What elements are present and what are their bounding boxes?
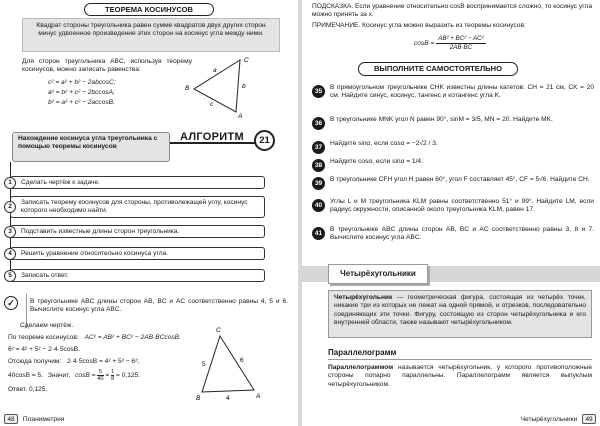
step-number: 3 xyxy=(4,226,16,238)
side-c-label: c xyxy=(210,101,214,108)
side-4-label: 4 xyxy=(226,395,230,402)
note-fraction xyxy=(436,35,486,51)
exercise-39 xyxy=(312,176,594,187)
solution-line-4-eq: 2·4·5cosB = 4² + 5² − 6²; xyxy=(67,358,140,365)
solution-line-5-c: cosB = xyxy=(75,372,96,379)
step-text: Записать ответ. xyxy=(21,272,69,279)
solution-line-1: Сделаем чертёж. xyxy=(20,322,74,329)
note-text: ПРИМЕЧАНИЕ. Косинус угла можно выразить из теоремы косинусов: xyxy=(312,22,526,29)
solution-line-2 xyxy=(8,334,198,342)
footer-section: Четырёхугольники xyxy=(520,416,578,423)
exercise-text: В треугольнике CFH угол H равен 60°, угол F составляет 45°, CF = 5√6. Найдите CH. xyxy=(330,176,590,183)
intro-text: Для сторон треугольника ABC, используя теорему косинусов, можно записать равенства: xyxy=(22,58,192,74)
vertex-a-label: A xyxy=(256,393,261,400)
vertex-a-label: A xyxy=(238,113,243,120)
fraction-numerator: 5 xyxy=(98,368,102,375)
equation-a: a² = b² + c² − 2bccosA; xyxy=(48,89,115,96)
note-formula-lhs: cosB = xyxy=(414,40,435,47)
right-footer xyxy=(521,414,596,424)
solution-line-4 xyxy=(8,358,198,366)
side-6-label: 6 xyxy=(240,357,244,364)
vertex-c-label: C xyxy=(216,327,221,334)
solution-line-4-prefix: Отсюда получим: xyxy=(8,358,62,365)
step-text: Решить уравнение относительно косинуса угла. xyxy=(21,250,169,257)
solution-line-5-a: 40cosB = 5. xyxy=(8,372,44,379)
solution-line-5-tail: = 0,125. xyxy=(116,372,141,379)
algorithm-subtitle-box xyxy=(12,132,170,162)
algorithm-step-5 xyxy=(10,269,265,282)
step-text: Сделать чертёж к задаче. xyxy=(21,179,100,186)
algorithm-step-3 xyxy=(10,225,265,238)
section-title: Четырёхугольники xyxy=(340,269,416,278)
triangle-abc-figure xyxy=(180,54,270,120)
exercise-number: 41 xyxy=(312,227,325,240)
step-number: 5 xyxy=(4,270,16,282)
fraction-denominator: 2AB·BC xyxy=(449,43,473,51)
side-5-label: 5 xyxy=(202,361,206,368)
exercise-text: В прямоугольном треугольнике CHK известны длины катетов: CH = 21 см, CK = 20 см. Найдите синус, косинус, тангенс и котангенс угла K. xyxy=(330,84,594,100)
side-a-label: a xyxy=(213,67,217,74)
equation-b: b² = a² + c² − 2accosB. xyxy=(48,99,115,106)
exercise-text: В треугольнике MNK угол N равен 90°, sinM = 3/5, MN = 20. Найдите MK. xyxy=(330,116,553,123)
fraction-denominator: 8 xyxy=(111,375,115,382)
exercise-number: 39 xyxy=(312,177,325,190)
step-number: 4 xyxy=(4,248,16,260)
exercise-37 xyxy=(312,140,594,151)
algorithm-step-4 xyxy=(10,247,265,260)
algorithm-header xyxy=(4,128,294,164)
side-b-label: b xyxy=(242,83,246,90)
page-number: 48 xyxy=(4,414,18,424)
step-text: Записать теорему косинусов для стороны, противолежащей углу, косинус которого необходимо найти. xyxy=(21,199,248,214)
footer-section: Планиметрия xyxy=(22,416,65,423)
algorithm-step-2 xyxy=(10,196,265,218)
exercise-38 xyxy=(312,158,594,169)
fraction-5-40 xyxy=(97,369,103,382)
fraction-numerator: AB² + BC² − AC² xyxy=(438,35,484,43)
subsection-title: Параллелограмм xyxy=(328,348,397,357)
equation-c: c² = a² + b² − 2abcosC; xyxy=(48,79,116,86)
hint-text: ПОДСКАЗКА. Если уравнение относительно cosB воспринимается сложно, то косинус угла можно принять за x. xyxy=(312,3,592,19)
algorithm-step-1 xyxy=(10,176,265,189)
theorem-text-box xyxy=(22,18,280,52)
independent-work-title: ВЫПОЛНИТЕ САМОСТОЯТЕЛЬНО xyxy=(358,62,518,76)
fraction-denominator: 40 xyxy=(97,375,104,382)
checkmark-icon: ✓ xyxy=(4,296,18,310)
solution-block xyxy=(8,322,198,394)
exercise-number: 40 xyxy=(312,199,325,212)
exercise-40 xyxy=(312,198,594,215)
fraction-1-8 xyxy=(111,369,114,382)
step-text: Подставить известные длины сторон треугольника. xyxy=(21,228,180,235)
algorithm-number: 21 xyxy=(259,135,270,146)
example-triangle-figure xyxy=(196,322,286,408)
solution-line-5: 40cosB = 5. Значит, cosB = $\frac{5}{40}$ = $\frac{1}{8}$ = 0,125. xyxy=(8,368,141,382)
right-page xyxy=(302,0,600,426)
left-page xyxy=(0,0,298,426)
algorithm-subtitle: Нахождение косинуса угла треугольника с помощью теоремы косинусов xyxy=(18,135,158,151)
page-number: 49 xyxy=(582,414,596,424)
theorem-title: ТЕОРЕМА КОСИНУСОВ xyxy=(84,3,214,16)
solution-line-5-b: Значит, xyxy=(47,372,71,379)
exercise-35 xyxy=(312,84,594,101)
exercise-text: В треугольнике ABC длины сторон AB, BC и AC соответственно равны 3, 8 и 7. Вычислите косинус угла ABC. xyxy=(330,226,594,242)
exercise-text: Найдите cosα, если sinα = 1/4. xyxy=(330,158,423,165)
theorem-text: Квадрат стороны треугольника равен сумме квадратов двух других сторон минус удвоенное произведение этих сторон на косинус угла между ними. xyxy=(36,22,266,38)
exercise-number: 35 xyxy=(312,85,325,98)
subsection-underline xyxy=(328,359,592,360)
exercise-36 xyxy=(312,116,594,127)
example-text: В треугольнике ABC длины сторон AB, BC и AC соответственно равны 4, 5 и 6. Вычислите косинус угла ABC. xyxy=(30,298,288,314)
exercise-text: Углы L и M треугольника KLM равны соответственно 51° и 99°. Найдите LM, если радиус окружности, описанной около треугольника KLM, равен 17. xyxy=(330,198,594,214)
step-number: 2 xyxy=(4,201,16,213)
algorithm-number-badge xyxy=(254,130,275,151)
solution-line-3: 6² = 4² + 5² − 2·4·5cosB. xyxy=(8,346,81,353)
vertex-b-label: B xyxy=(196,395,201,402)
equations xyxy=(48,79,188,107)
quadrilateral-definition-box xyxy=(328,290,592,338)
solution-line-2-eq: AC² = AB² + BC² − 2AB·BCcosB. xyxy=(84,334,181,341)
section-title-box xyxy=(328,264,428,284)
solution-answer: Ответ. 0,125. xyxy=(8,386,48,393)
exercise-text: Найдите sinα, если cosα = −2√2 / 3. xyxy=(330,140,438,147)
solution-line-2-prefix: По теореме косинусов: xyxy=(8,334,79,341)
vertex-b-label: B xyxy=(185,85,190,92)
exercise-number: 36 xyxy=(312,117,325,130)
definition-term: Четырёхугольник xyxy=(334,294,393,301)
definition-term: Параллелограммом xyxy=(328,364,394,371)
step-number: 1 xyxy=(4,177,16,189)
note-formula xyxy=(414,34,486,54)
fraction-numerator: 1 xyxy=(111,368,115,375)
parallelogram-definition xyxy=(328,364,592,389)
left-footer xyxy=(4,414,64,424)
exercise-41 xyxy=(312,226,594,243)
exercise-number: 38 xyxy=(312,159,325,172)
algorithm-title: АЛГОРИТМ xyxy=(180,131,244,143)
definition-text: — геометрическая фигура, состоящая из четырёх точек, никакие три из которых не лежат на одной прямой, и отрезков, последовательно соединяющих эти точки. Фигуру, состоящую из сторон четырёхугольника и его внутренней области, также называют четырёхугольником. xyxy=(334,294,586,327)
vertex-c-label: C xyxy=(244,57,249,64)
definition-text: называется четырёхугольник, у которого противоположные стороны попарно параллельны. Параллелограмм является выпуклым четырёхугольником. xyxy=(328,364,592,388)
exercise-number: 37 xyxy=(312,141,325,154)
